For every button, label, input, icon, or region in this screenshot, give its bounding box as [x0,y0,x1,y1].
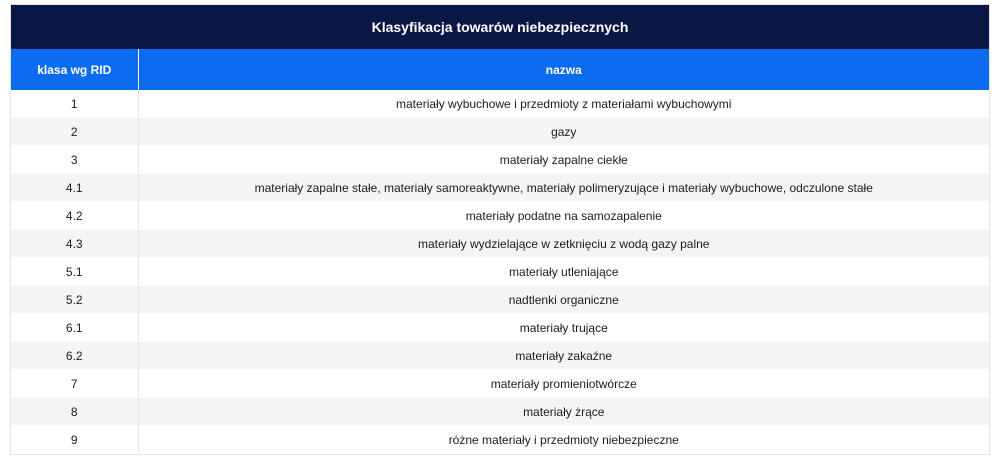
table-row [11,118,989,146]
cell-class: 3 [11,146,138,174]
hazmat-classification-table [11,49,989,454]
cell-name: materiały wybuchowe i przedmioty z materiałami wybuchowymi [138,90,989,118]
cell-class: 5.2 [11,286,138,314]
cell-name: materiały wydzielające w zetknięciu z wodą gazy palne [138,230,989,258]
cell-class: 7 [11,370,138,398]
hazmat-table-container [10,4,990,455]
table-row [11,174,989,202]
cell-class: 8 [11,398,138,426]
cell-name: materiały promieniotwórcze [138,370,989,398]
cell-name: materiały żrące [138,398,989,426]
column-header-name: nazwa [138,49,989,90]
cell-class: 6.1 [11,314,138,342]
table-row [11,202,989,230]
cell-class: 5.1 [11,258,138,286]
cell-class: 4.3 [11,230,138,258]
cell-name: gazy [138,118,989,146]
table-title: Klasyfikacja towarów niebezpiecznych [11,5,989,49]
table-row [11,146,989,174]
table-row [11,286,989,314]
cell-class: 9 [11,426,138,454]
cell-name: materiały zapalne stałe, materiały samoreaktywne, materiały polimeryzujące i materiały wybuchowe, odczulone stałe [138,174,989,202]
cell-name: nadtlenki organiczne [138,286,989,314]
table-row [11,90,989,118]
cell-class: 6.2 [11,342,138,370]
table-header-row [11,49,989,90]
table-row [11,370,989,398]
cell-name: materiały trujące [138,314,989,342]
table-row [11,314,989,342]
cell-name: materiały podatne na samozapalenie [138,202,989,230]
table-row [11,426,989,454]
cell-class: 2 [11,118,138,146]
cell-class: 4.1 [11,174,138,202]
cell-name: różne materiały i przedmioty niebezpieczne [138,426,989,454]
table-row [11,342,989,370]
table-row [11,230,989,258]
column-header-class: klasa wg RID [11,49,138,90]
cell-name: materiały zakaźne [138,342,989,370]
cell-name: materiały zapalne ciekłe [138,146,989,174]
cell-name: materiały utleniające [138,258,989,286]
cell-class: 1 [11,90,138,118]
cell-class: 4.2 [11,202,138,230]
table-row [11,258,989,286]
table-row [11,398,989,426]
